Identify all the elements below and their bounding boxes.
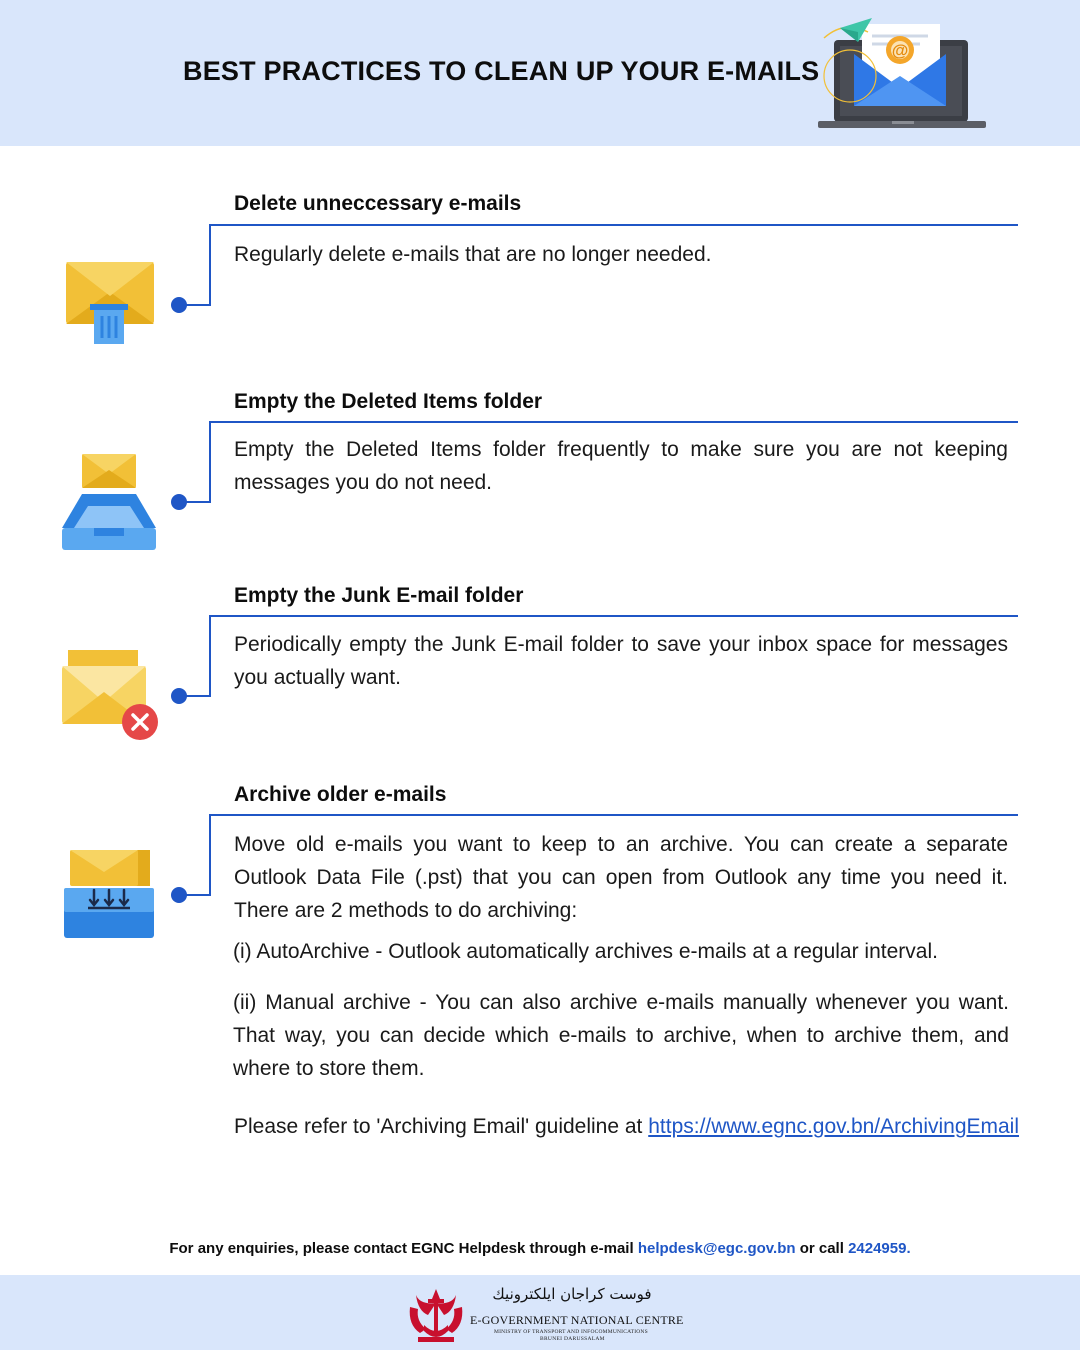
- footer-country: BRUNEI DARUSSALAM: [540, 1336, 605, 1342]
- svg-text:فوست كراجان ايلكترونيك: فوست كراجان ايلكترونيك: [492, 1285, 652, 1303]
- section-divider: [210, 224, 1018, 226]
- section-divider: [210, 421, 1018, 423]
- contact-prefix: For any enquiries, please contact EGNC Helpdesk through e-mail: [169, 1240, 638, 1257]
- helpdesk-phone[interactable]: 2424959.: [848, 1240, 911, 1257]
- section-divider: [210, 615, 1018, 617]
- archive-method-manual: (ii) Manual archive - You can also archive e-mails manually whenever you want. That way, you can decide which e-mails to archive, when to archive them, and where to store them.: [233, 991, 1009, 1080]
- section-title: Empty the Junk E-mail folder: [234, 584, 524, 607]
- archiving-guideline-link[interactable]: https://www.egnc.gov.bn/ArchivingEmail: [648, 1115, 1020, 1138]
- svg-text:@: @: [891, 41, 909, 60]
- section-text: Regularly delete e-mails that are no longer needed.: [234, 243, 712, 266]
- envelope-delete-icon: [60, 650, 160, 742]
- envelope-tray-icon: [60, 454, 158, 552]
- brunei-crest-icon: [406, 1285, 466, 1345]
- connector-line: [209, 224, 211, 306]
- timeline-dot: [171, 887, 187, 903]
- section-title: Empty the Deleted Items folder: [234, 390, 543, 413]
- connector-line: [183, 501, 211, 503]
- timeline-dot: [171, 297, 187, 313]
- connector-line: [209, 814, 211, 896]
- envelope-archive-icon: [62, 848, 156, 940]
- section-text: Periodically empty the Junk E-mail folder to save your inbox space for messages you actually want.: [234, 633, 1008, 689]
- connector-line: [183, 894, 211, 896]
- section-divider: [210, 814, 1018, 816]
- connector-line: [183, 695, 211, 697]
- footer-ministry: MINISTRY OF TRANSPORT AND INFOCOMMUNICATIONS: [494, 1329, 648, 1335]
- jawi-script: [492, 1281, 652, 1305]
- page-title: BEST PRACTICES TO CLEAN UP YOUR E-MAILS: [183, 56, 820, 86]
- laptop-email-icon: [816, 14, 992, 132]
- refer-text: Please refer to 'Archiving Email' guideline at: [234, 1115, 649, 1138]
- footer-banner: [0, 1275, 1080, 1350]
- footer-org-name: E-GOVERNMENT NATIONAL CENTRE: [470, 1313, 684, 1327]
- header-banner: [0, 0, 1080, 146]
- timeline-dot: [171, 688, 187, 704]
- connector-line: [183, 304, 211, 306]
- contact-line: [0, 1240, 1080, 1257]
- connector-line: [209, 615, 211, 697]
- contact-middle: or call: [795, 1240, 849, 1257]
- section-text: Empty the Deleted Items folder frequently to make sure you are not keeping messages you do not need.: [234, 438, 1008, 494]
- timeline-dot: [171, 494, 187, 510]
- section-title: Archive older e-mails: [234, 783, 447, 806]
- section-title: Delete unneccessary e-mails: [234, 192, 522, 215]
- archive-reference: [234, 1110, 1019, 1143]
- section-text: Move old e-mails you want to keep to an archive. You can create a separate Outlook Data File (.pst) that you can open from Outlook any time you need it. There are 2 methods to do archiving:: [234, 833, 1008, 922]
- archive-method-auto: (i) AutoArchive - Outlook automatically archives e-mails at a regular interval.: [233, 940, 938, 963]
- connector-line: [209, 421, 211, 503]
- helpdesk-email-link[interactable]: helpdesk@egc.gov.bn: [637, 1240, 796, 1257]
- envelope-trash-icon: [64, 262, 156, 346]
